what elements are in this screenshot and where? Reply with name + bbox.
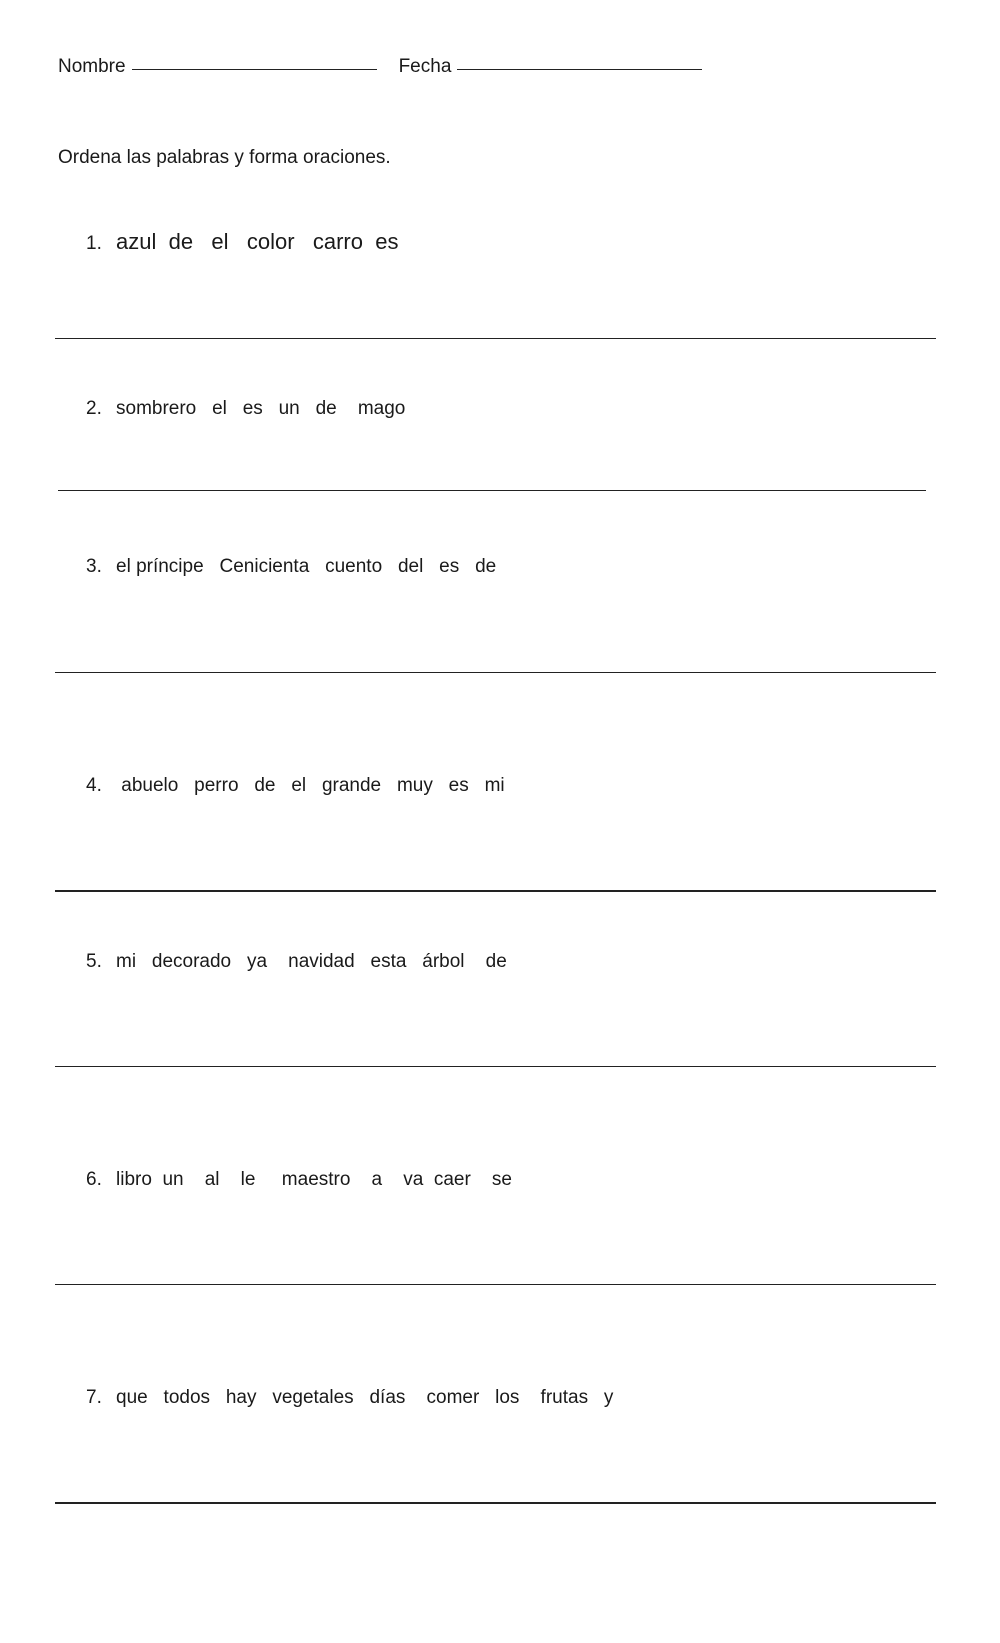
list-item	[86, 1169, 512, 1191]
name-field[interactable]	[132, 68, 377, 70]
list-item	[86, 229, 398, 255]
scrambled-words: mi decorado ya navidad esta árbol de	[116, 951, 507, 972]
date-label: Fecha	[398, 56, 452, 77]
list-item	[86, 398, 405, 420]
list-item	[86, 1387, 613, 1409]
name-label: Nombre	[58, 56, 126, 77]
item-number: 5.	[86, 951, 102, 972]
answer-line[interactable]	[55, 1066, 936, 1067]
item-number: 2.	[86, 398, 102, 419]
list-item	[86, 775, 505, 797]
answer-line[interactable]	[55, 1284, 936, 1285]
answer-line[interactable]	[58, 490, 926, 491]
item-number: 6.	[86, 1169, 102, 1190]
scrambled-words: que todos hay vegetales días comer los frutas y	[116, 1387, 614, 1408]
item-number: 3.	[86, 556, 102, 577]
instruction-text: Ordena las palabras y forma oraciones.	[58, 147, 391, 168]
item-number: 7.	[86, 1387, 102, 1408]
scrambled-words: libro un al le maestro a va caer se	[116, 1169, 512, 1190]
list-item	[86, 556, 496, 578]
header	[58, 56, 702, 78]
item-number: 1.	[86, 233, 102, 254]
answer-line[interactable]	[55, 1502, 936, 1504]
item-number: 4.	[86, 775, 102, 796]
list-item	[86, 951, 507, 973]
date-field[interactable]	[457, 68, 702, 70]
scrambled-words: azul de el color carro es	[116, 229, 399, 254]
scrambled-words: sombrero el es un de mago	[116, 398, 406, 419]
scrambled-words: abuelo perro de el grande muy es mi	[116, 775, 505, 796]
answer-line[interactable]	[55, 890, 936, 892]
scrambled-words: el príncipe Cenicienta cuento del es de	[116, 556, 497, 577]
answer-line[interactable]	[55, 672, 936, 673]
answer-line[interactable]	[55, 338, 936, 339]
